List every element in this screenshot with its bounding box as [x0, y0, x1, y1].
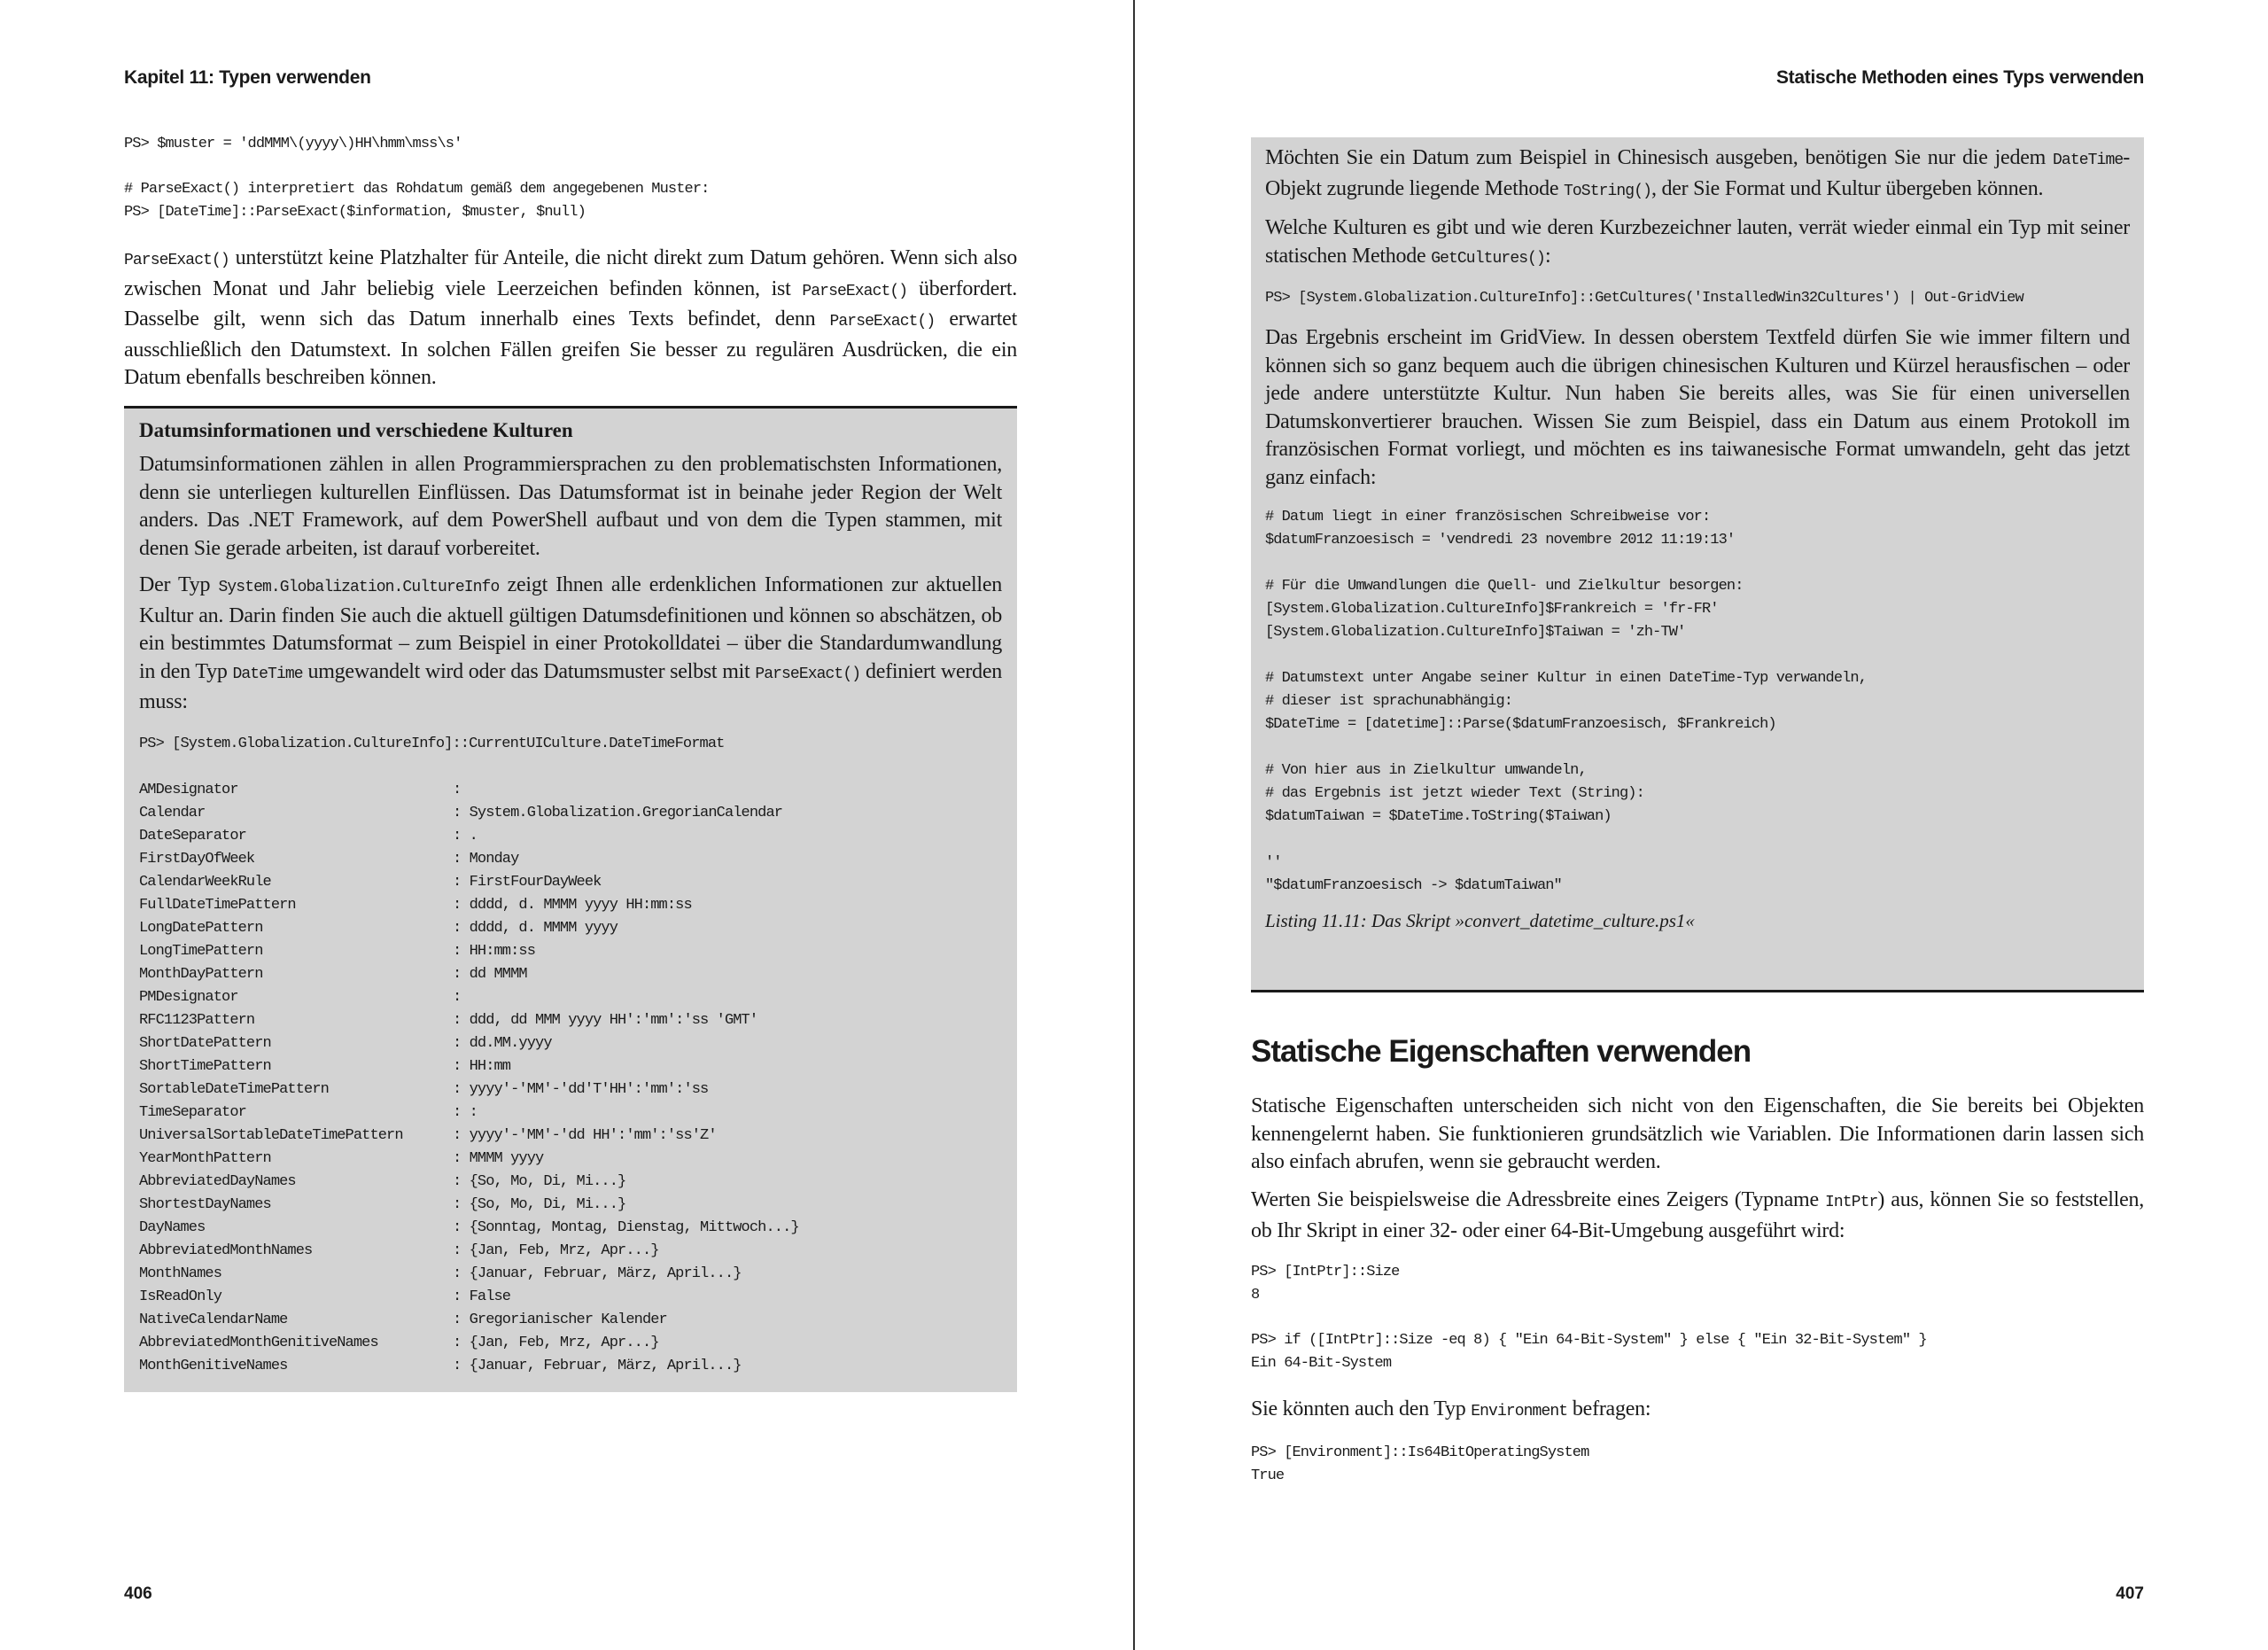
property-name: FirstDayOfWeek — [139, 850, 255, 868]
property-value: : {Jan, Feb, Mrz, Apr...} — [453, 1241, 659, 1259]
property-value: : {So, Mo, Di, Mi...} — [453, 1172, 626, 1190]
property-value: : False — [453, 1288, 511, 1305]
code-intptr-size: PS> [IntPtr]::Size 8 — [1251, 1264, 1400, 1304]
box-paragraph-2: Welche Kulturen es gibt und wie deren Kurzbezeichner lauten, verrät wieder einmal ein Typ mit seiner statischen Methode GetCultures(): — [1265, 216, 2130, 268]
property-name: TimeSeparator — [139, 1103, 246, 1121]
property-value: : dddd, d. MMMM yyyy HH:mm:ss — [453, 896, 692, 914]
inline-code: ToString() — [1563, 182, 1652, 200]
box-paragraph-1: Möchten Sie ein Datum zum Beispiel in Chinesisch ausgeben, benötigen Sie nur die jedem DateTime-Objekt zugrunde liegende Methode ToString(), der Sie Format und Kultur übergeben können. — [1265, 146, 2130, 200]
property-name: LongDatePattern — [139, 919, 263, 937]
box-title: Datumsinformationen und verschiedene Kulturen — [139, 419, 573, 441]
property-value: : MMMM yyyy — [453, 1149, 544, 1167]
property-name: DayNames — [139, 1218, 206, 1236]
property-value: : HH:mm — [453, 1057, 511, 1075]
box-paragraph-3: Das Ergebnis erscheint im GridView. In dessen oberstem Textfeld dürfen Sie wie immer filtern und können sich so ganz bequem auch die übrigen chinesischen Kulturen und Kürzel herausfischen – oder jede andere unterstützte Kultur. Nun haben Sie bereits alles, was Sie für einen universellen Datumskonvertierer brauchen. Wissen Sie zum Beispiel, dass ein Datum aus einem Protokoll im französischen Format vorliegt, und möchten es ins taiwanesische Format umwandeln, geht das jetzt ganz einfach: — [1265, 326, 2130, 489]
property-name: MonthDayPattern — [139, 965, 263, 983]
property-value: : {Sonntag, Montag, Dienstag, Mittwoch...} — [453, 1218, 799, 1236]
property-name: UniversalSortableDateTimePattern — [139, 1126, 403, 1144]
property-name: AMDesignator — [139, 781, 238, 798]
property-value: : Monday — [453, 850, 519, 868]
property-name: SortableDateTimePattern — [139, 1080, 329, 1098]
left-page — [0, 0, 1133, 1650]
paragraph-environment: Sie könnten auch den Typ Environment befragen: — [1251, 1397, 1651, 1420]
inline-code: IntPtr — [1825, 1194, 1878, 1211]
property-name: CalendarWeekRule — [139, 873, 271, 891]
property-name: LongTimePattern — [139, 942, 263, 960]
box-command: PS> [System.Globalization.CultureInfo]::GetCultures('InstalledWin32Cultures') | Out-GridView — [1265, 290, 2023, 307]
property-name: MonthNames — [139, 1265, 222, 1282]
property-name: Calendar — [139, 804, 206, 821]
property-value: : dd.MM.yyyy — [453, 1034, 552, 1052]
inline-code: Environment — [1471, 1403, 1568, 1420]
page-number-left: 406 — [124, 1584, 152, 1603]
property-value: : ddd, dd MMM yyyy HH':'mm':'ss 'GMT' — [453, 1011, 758, 1029]
property-name: AbbreviatedMonthNames — [139, 1241, 313, 1259]
property-name: YearMonthPattern — [139, 1149, 271, 1167]
property-name: AbbreviatedMonthGenitiveNames — [139, 1334, 378, 1351]
inline-code: ParseExact() — [124, 252, 229, 269]
property-value: : — [453, 988, 462, 1006]
inline-code: System.Globalization.CultureInfo — [218, 579, 500, 596]
property-value: : System.Globalization.GregorianCalendar — [453, 804, 783, 821]
right-page — [1135, 0, 2268, 1650]
property-value: : . — [453, 827, 478, 844]
sidebar-box-konvertierer — [1251, 137, 2144, 992]
inline-code: ParseExact() — [755, 665, 861, 683]
running-head-right: Statische Methoden eines Typs verwenden — [1775, 67, 2144, 88]
paragraph-parseexact: ParseExact() unterstützt keine Platzhalter für Anteile, die nicht direkt zum Datum gehören. Wenn sich also zwischen Monat und Jahr beliebig viele Leerzeichen befinden können, ist ParseExact() überfordert. Dasselbe gilt, wenn sich das Datum innerhalb eines Texts befindet, denn ParseExact() erwartet ausschließlich den Datumstext. In solchen Fällen greifen Sie besser zu regulären Ausdrücken, die ein Datum ebenfalls beschreiben können. — [124, 246, 1018, 389]
sidebar-box-kulturen — [124, 406, 1017, 1392]
inline-code: ParseExact() — [829, 313, 936, 331]
property-name: IsReadOnly — [139, 1288, 222, 1305]
property-name: PMDesignator — [139, 988, 238, 1006]
property-value: : : — [453, 1103, 478, 1121]
property-value: : Gregorianischer Kalender — [453, 1311, 667, 1328]
inline-code: GetCultures() — [1431, 249, 1545, 268]
property-value: : {Jan, Feb, Mrz, Apr...} — [453, 1334, 659, 1351]
box-command: PS> [System.Globalization.CultureInfo]::CurrentUICulture.DateTimeFormat — [139, 735, 725, 752]
property-value: : — [453, 781, 462, 798]
property-value: : yyyy'-'MM'-'dd HH':'mm':'ss'Z' — [453, 1126, 717, 1144]
property-value: : yyyy'-'MM'-'dd'T'HH':'mm':'ss — [453, 1080, 709, 1098]
code-parseexact: # ParseExact() interpretiert das Rohdatum gemäß dem angegebenen Muster: PS> [DateTime]::ParseExact($information, $muster, $null) — [124, 181, 710, 221]
box-paragraph-2: Der Typ System.Globalization.CultureInfo zeigt Ihnen alle erdenklichen Informationen zur aktuellen Kultur an. Darin finden Sie auch die aktuell gültigen Datumsdefinitionen und können so abschätzen, ob ein bestimmtes Datumsformat – zum Beispiel in einer Protokolldatei – über die Standardumwandlung in den Typ DateTime umgewandelt wird oder das Datumsmuster selbst mit ParseExact() definiert werden muss: — [139, 573, 1003, 713]
property-value: : FirstFourDayWeek — [453, 873, 602, 891]
section-title: Statische Eigenschaften verwenden — [1251, 1034, 1751, 1069]
property-name: ShortTimePattern — [139, 1057, 271, 1075]
code-muster: PS> $muster = 'ddMMM\(yyyy\)HH\hmm\mss\s' — [124, 136, 462, 152]
property-value: : {Januar, Februar, März, April...} — [453, 1265, 742, 1282]
property-name: ShortestDayNames — [139, 1195, 271, 1213]
property-value: : dd MMMM — [453, 965, 527, 983]
property-name: NativeCalendarName — [139, 1311, 288, 1328]
listing-script: # Datum liegt in einer französischen Schreibweise vor: $datumFranzoesisch = 'vendredi 23 novembre 2012 11:19:13' # Für die Umwandlungen die Quell- und Zielkultur besorgen: [System.Globalization.CultureInfo]$Frankreich = 'fr-FR' [System.Globalization.CultureInfo]$Taiwan = 'zh-TW' # Datumstext unter Angabe seiner Kultur in einen DateTime-Typ verwandeln, # dieser ist sprachunabhängig: $DateTime = [datetime]::Parse($datumFranzoesisch, $Frankreich) # Von hier aus in Zielkultur umwandeln, # das Ergebnis ist jetzt wieder Text (String): $datumTaiwan = $DateTime.ToString($Taiwan) '' "$datumFranzoesisch -> $datumTaiwan" — [1265, 509, 1868, 894]
property-value: : {So, Mo, Di, Mi...} — [453, 1195, 626, 1213]
code-intptr-if: PS> if ([IntPtr]::Size -eq 8) { "Ein 64-Bit-System" } else { "Ein 32-Bit-System" } Ein 64-Bit-System — [1251, 1332, 1927, 1372]
inline-code: DateTime — [232, 665, 303, 683]
property-name: FullDateTimePattern — [139, 896, 296, 914]
inline-code: DateTime — [2053, 152, 2124, 169]
property-value: : HH:mm:ss — [453, 942, 536, 960]
code-environment: PS> [Environment]::Is64BitOperatingSystem True — [1251, 1444, 1589, 1484]
property-value: : dddd, d. MMMM yyyy — [453, 919, 618, 937]
property-name: DateSeparator — [139, 827, 246, 844]
datetimeformat-property-list — [139, 779, 1002, 1378]
property-name: AbbreviatedDayNames — [139, 1172, 296, 1190]
running-head-left: Kapitel 11: Typen verwenden — [124, 67, 371, 88]
property-name: RFC1123Pattern — [139, 1011, 255, 1029]
property-name: MonthGenitiveNames — [139, 1357, 288, 1374]
paragraph-static-properties: Statische Eigenschaften unterscheiden sich nicht von den Eigenschaften, die Sie bereits bei Objekten kennengelernt haben. Sie funktionieren grundsätzlich wie Variablen. Die Informationen darin lassen sich also einfach abrufen, wenn sie gebraucht werden. — [1251, 1094, 2144, 1173]
property-name: ShortDatePattern — [139, 1034, 271, 1052]
box-paragraph-1: Datumsinformationen zählen in allen Programmiersprachen zu den problematischsten Informationen, denn sie unterliegen kulturellen Einflüssen. Das Datumsformat ist in beinahe jeder Region der Welt anders. Das .NET Framework, auf dem PowerShell aufbaut und von dem die Typen stammen, mit denen Sie gerade arbeiten, ist darauf vorbereitet. — [139, 453, 1002, 560]
page-number-right: 407 — [2116, 1584, 2144, 1603]
inline-code: ParseExact() — [802, 282, 908, 300]
property-value: : {Januar, Februar, März, April...} — [453, 1357, 742, 1374]
listing-caption: Listing 11.11: Das Skript »convert_datetime_culture.ps1« — [1265, 910, 1695, 931]
paragraph-intptr: Werten Sie beispielsweise die Adressbreite eines Zeigers (Typname IntPtr) aus, können Sie so feststellen, ob Ihr Skript in einer 32- oder einer 64-Bit-Umgebung ausgeführt wird: — [1251, 1188, 2144, 1242]
